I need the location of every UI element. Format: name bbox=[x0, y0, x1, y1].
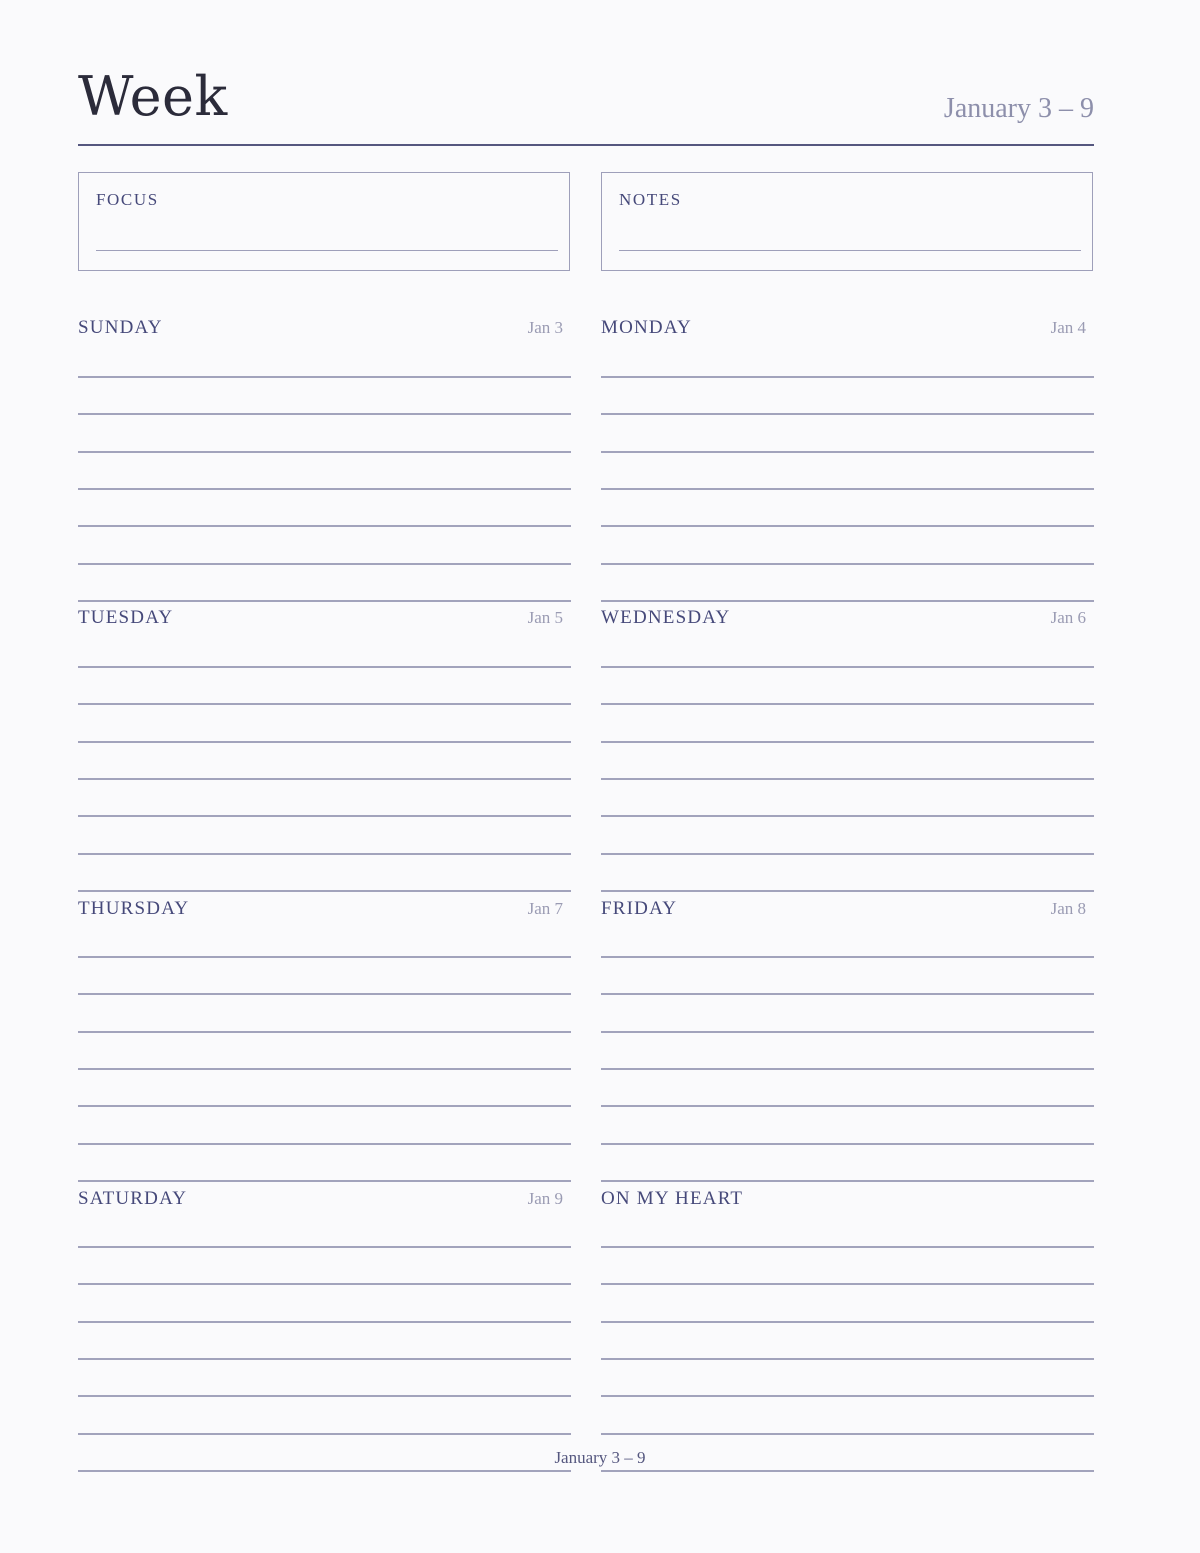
writing-line bbox=[601, 741, 1094, 743]
writing-line bbox=[78, 413, 571, 415]
writing-line bbox=[78, 563, 571, 565]
writing-line bbox=[78, 1395, 571, 1397]
writing-line bbox=[601, 413, 1094, 415]
writing-line bbox=[601, 778, 1094, 780]
writing-line bbox=[601, 1321, 1094, 1323]
writing-line bbox=[78, 525, 571, 527]
writing-line bbox=[78, 666, 571, 668]
notes-writing-line bbox=[619, 250, 1081, 251]
section-date: Jan 7 bbox=[527, 899, 563, 918]
section-title: MONDAY bbox=[601, 317, 692, 338]
writing-line bbox=[601, 1180, 1094, 1182]
writing-line bbox=[78, 1180, 571, 1182]
writing-line bbox=[601, 815, 1094, 817]
writing-line bbox=[601, 993, 1094, 995]
header-divider bbox=[78, 144, 1094, 146]
section-title: TUESDAY bbox=[78, 607, 174, 628]
section-date: Jan 8 bbox=[1050, 899, 1086, 918]
writing-line bbox=[601, 600, 1094, 602]
writing-line bbox=[601, 890, 1094, 892]
focus-writing-line bbox=[96, 250, 558, 251]
writing-line bbox=[601, 956, 1094, 958]
page-title: Week bbox=[78, 65, 228, 128]
writing-line bbox=[78, 1283, 571, 1285]
writing-line bbox=[78, 853, 571, 855]
writing-line bbox=[601, 853, 1094, 855]
section-title: FRIDAY bbox=[601, 898, 678, 919]
section-date: Jan 6 bbox=[1050, 608, 1086, 627]
writing-line bbox=[78, 1105, 571, 1107]
writing-line bbox=[601, 1068, 1094, 1070]
writing-line bbox=[78, 1470, 571, 1472]
writing-line bbox=[601, 1283, 1094, 1285]
writing-line bbox=[601, 451, 1094, 453]
writing-line bbox=[78, 488, 571, 490]
writing-line bbox=[601, 703, 1094, 705]
writing-line bbox=[78, 451, 571, 453]
writing-line bbox=[601, 1143, 1094, 1145]
notes-box[interactable] bbox=[601, 172, 1093, 271]
section-title: ON MY HEART bbox=[601, 1188, 744, 1209]
writing-line bbox=[78, 1031, 571, 1033]
writing-line bbox=[601, 1031, 1094, 1033]
writing-line bbox=[78, 956, 571, 958]
writing-line bbox=[78, 1143, 571, 1145]
writing-line bbox=[601, 1433, 1094, 1435]
section-title: WEDNESDAY bbox=[601, 607, 731, 628]
writing-line bbox=[601, 376, 1094, 378]
writing-line bbox=[601, 525, 1094, 527]
writing-line bbox=[78, 376, 571, 378]
writing-line bbox=[78, 993, 571, 995]
writing-line bbox=[601, 488, 1094, 490]
writing-line bbox=[601, 563, 1094, 565]
notes-label: NOTES bbox=[619, 190, 682, 209]
writing-line bbox=[78, 1068, 571, 1070]
writing-line bbox=[78, 1321, 571, 1323]
writing-line bbox=[601, 1358, 1094, 1360]
footer-date-range: January 3 – 9 bbox=[554, 1448, 646, 1467]
section-date: Jan 3 bbox=[527, 318, 563, 337]
writing-line bbox=[601, 1470, 1094, 1472]
writing-line bbox=[601, 666, 1094, 668]
writing-line bbox=[78, 1433, 571, 1435]
writing-line bbox=[78, 741, 571, 743]
writing-line bbox=[601, 1246, 1094, 1248]
writing-line bbox=[78, 815, 571, 817]
writing-line bbox=[601, 1395, 1094, 1397]
section-title: SUNDAY bbox=[78, 317, 163, 338]
section-date: Jan 9 bbox=[527, 1189, 563, 1208]
writing-line bbox=[601, 1105, 1094, 1107]
writing-line bbox=[78, 1358, 571, 1360]
writing-line bbox=[78, 600, 571, 602]
writing-line bbox=[78, 703, 571, 705]
date-range: January 3 – 9 bbox=[943, 93, 1094, 124]
focus-box[interactable] bbox=[78, 172, 570, 271]
section-title: THURSDAY bbox=[78, 898, 190, 919]
writing-line bbox=[78, 890, 571, 892]
section-date: Jan 4 bbox=[1050, 318, 1086, 337]
section-title: SATURDAY bbox=[78, 1188, 188, 1209]
writing-line bbox=[78, 1246, 571, 1248]
writing-line bbox=[78, 778, 571, 780]
section-date: Jan 5 bbox=[527, 608, 563, 627]
focus-label: FOCUS bbox=[96, 190, 159, 209]
